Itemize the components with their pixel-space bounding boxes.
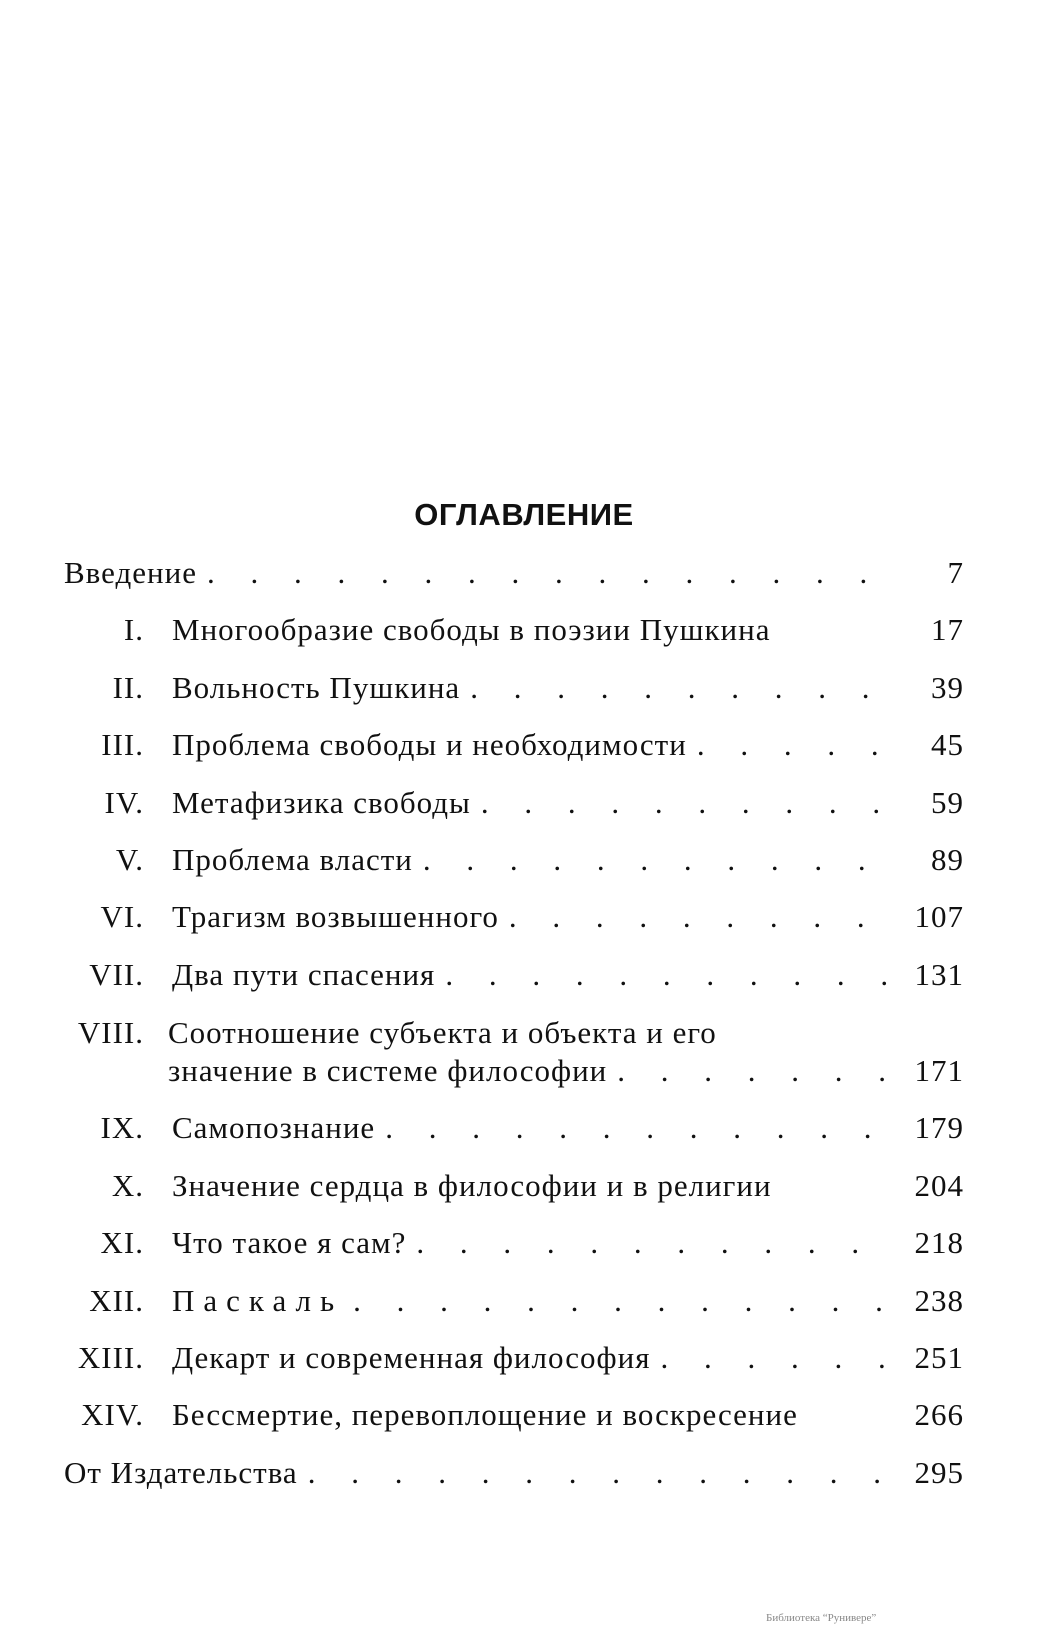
chapter-number: XIV. — [81, 1397, 144, 1432]
dot-leader — [697, 727, 892, 763]
entry-title: Проблема власти — [172, 842, 413, 877]
dot-leader — [617, 1053, 892, 1089]
chapter-number: XI. — [100, 1225, 144, 1260]
toc-entry-14 — [0, 1397, 1048, 1441]
entry-title: Метафизика свободы — [172, 785, 471, 820]
toc-entry-8 — [0, 1015, 1048, 1099]
chapter-number: I. — [123, 612, 144, 647]
dot-leader — [509, 899, 892, 935]
entry-title: Значение сердца в философии и в религии — [172, 1168, 772, 1203]
entry-title: Многообразие свободы в поэзии Пушкина — [172, 612, 771, 647]
entry-title: От Издательства — [64, 1455, 298, 1490]
page-title: ОГЛАВЛЕНИЕ — [414, 497, 634, 532]
entry-page-number: 89 — [931, 842, 964, 877]
dot-leader — [416, 1225, 892, 1261]
dot-leader — [470, 670, 892, 706]
dot-leader — [445, 957, 892, 993]
entry-title: Самопознание — [172, 1110, 376, 1145]
entry-page-number: 251 — [914, 1340, 964, 1375]
chapter-number: VIII. — [77, 1015, 144, 1050]
toc-entry-11 — [0, 1225, 1048, 1269]
dot-leader — [308, 1455, 892, 1491]
entry-page-number: 39 — [931, 670, 964, 705]
toc-entry-12 — [0, 1283, 1048, 1327]
toc-entry-6 — [0, 899, 1048, 943]
chapter-number: XII. — [89, 1283, 144, 1318]
entry-title: Проблема свободы и необходимости — [172, 727, 687, 762]
dot-leader — [207, 555, 892, 591]
entry-title: Декарт и современная философия — [172, 1340, 651, 1375]
entry-title: Что такое я сам? — [172, 1225, 407, 1260]
toc-entry-10 — [0, 1168, 1048, 1212]
entry-page-number: 179 — [914, 1110, 964, 1145]
chapter-number: II. — [112, 670, 144, 705]
toc-entry-introduction — [0, 555, 1048, 599]
dot-leader — [481, 785, 892, 821]
chapter-number: IX. — [100, 1110, 144, 1145]
entry-title: Трагизм возвышенного — [172, 899, 499, 934]
toc-entry-9 — [0, 1110, 1048, 1154]
dot-leader — [660, 1340, 892, 1376]
toc-entry-1 — [0, 612, 1048, 656]
dot-leader — [423, 842, 892, 878]
toc-entry-13 — [0, 1340, 1048, 1384]
entry-page-number: 59 — [931, 785, 964, 820]
chapter-number: VII. — [89, 957, 144, 992]
entry-page-number: 107 — [914, 899, 964, 934]
entry-page-number: 131 — [914, 957, 964, 992]
entry-page-number: 171 — [914, 1053, 964, 1088]
toc-entry-3 — [0, 727, 1048, 771]
entry-title: Соотношение субъекта и объекта и его — [168, 1015, 717, 1050]
toc-entry-7 — [0, 957, 1048, 1001]
toc-entry-5 — [0, 842, 1048, 886]
entry-page-number: 17 — [931, 612, 964, 647]
library-watermark: Библиотека “Рунивере” — [766, 1612, 877, 1624]
toc-entry-2 — [0, 670, 1048, 714]
dot-leader — [385, 1110, 892, 1146]
entry-page-number: 295 — [914, 1455, 964, 1490]
entry-page-number: 45 — [931, 727, 964, 762]
dot-leader — [353, 1283, 892, 1319]
toc-entry-publisher — [0, 1455, 1048, 1499]
chapter-number: V. — [115, 842, 144, 877]
entry-page-number: 7 — [947, 555, 964, 590]
entry-title: Два пути спасения — [172, 957, 436, 992]
chapter-number: VI. — [100, 899, 144, 934]
entry-title: Паскаль — [172, 1283, 344, 1318]
chapter-number: III. — [101, 727, 144, 762]
chapter-number: XIII. — [77, 1340, 144, 1375]
entry-title-continued: значение в системе философии — [168, 1053, 608, 1088]
entry-page-number: 266 — [914, 1397, 964, 1432]
entry-title: Введение — [64, 555, 197, 590]
entry-title: Вольность Пушкина — [172, 670, 461, 705]
entry-page-number: 238 — [914, 1283, 964, 1318]
toc-entry-4 — [0, 785, 1048, 829]
entry-page-number: 204 — [914, 1168, 964, 1203]
entry-title: Бессмертие, перевоплощение и воскресение — [172, 1397, 798, 1432]
chapter-number: IV. — [104, 785, 144, 820]
entry-page-number: 218 — [914, 1225, 964, 1260]
chapter-number: X. — [111, 1168, 144, 1203]
